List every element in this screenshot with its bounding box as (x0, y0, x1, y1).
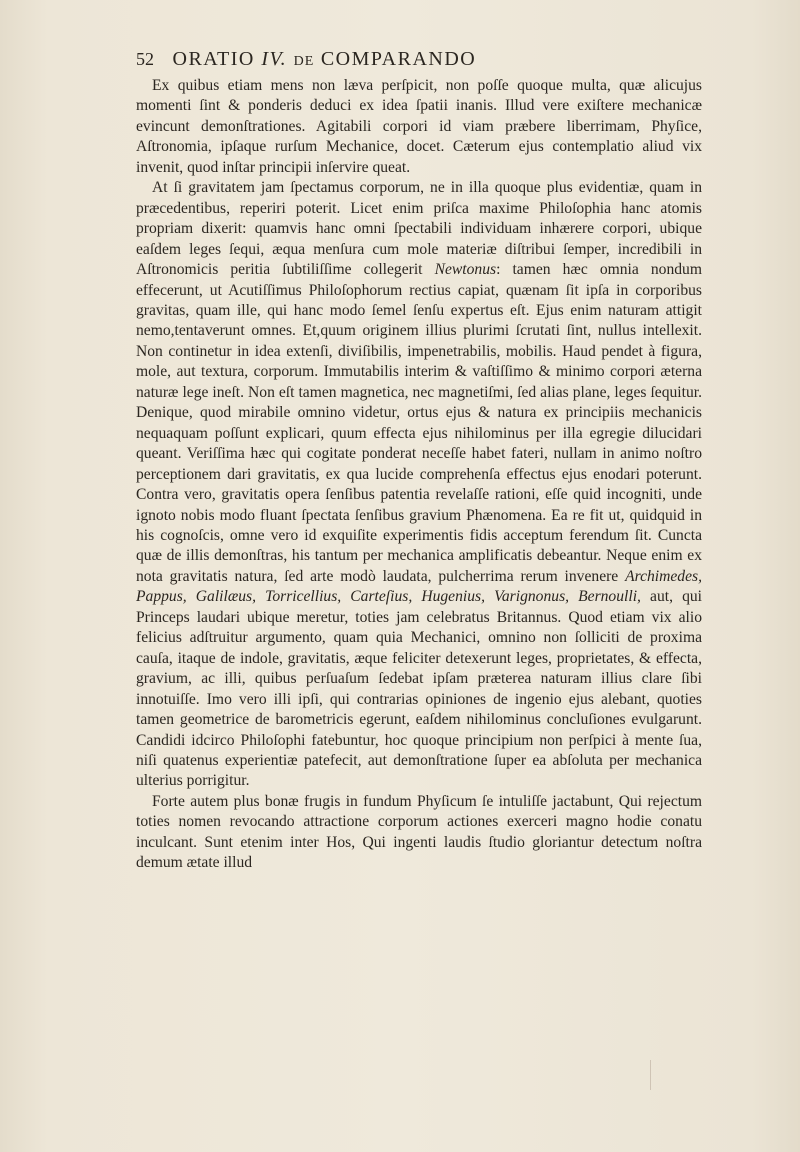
paragraph-2-part-b: : tamen hæc omnia nondum effecerunt, ut Acutiſſimus Philoſophorum rectius capiat, quænam ſit ipſa in corporibus gravitas, quam ille, qui hanc modo ſemel ſenſu expertus eſt. Ejus enim naturam attigit nemo,tentaverunt omnes. Et,quum originem illius plurimi ſcrutati ſint, nullus intellexit. Non continetur in idea extenſi, diviſibilis, impenetrabilis, mobilis. Haud pendet à figura, mole, aut textura, corporum. Immutabilis interim & vaſtiſſimo & minimo corpori æterna naturæ lege ineſt. Non eſt tamen magnetica, nec magnetiſmi, ſed alias plane, leges ſequitur. Denique, quod mirabile omnino videtur, ortus ejus & natura ex principiis mechanicis nequaquam poſſunt explicari, quum effecta ejus nihilominus per illa egregie dilucidari queant. Veriſſima hæc qui cogitate ponderat neceſſe habet fateri, nullam in animo noſtro perceptionem dari gravitatis, ex qua lucide comprehenſa effectus ejus enodari poterunt. Contra vero, gravitatis opera ſenſibus patentia revelaſſe rationi, eſſe quid incogniti, unde ignoto nobis modo fluant ſpectata ſenſibus gravium Phænomena. Ea re fit ut, quidquid in his cognoſcis, omne vero id exquiſite experimentis fidis acceptum ferendum ſit. Cuncta quæ de illis demonſtras, his tantum per mechanica amplificatis debeantur. Neque enim ex nota gravitatis natura, ſed arte modò laudata, pulcherrima rerum invenere (136, 261, 702, 585)
paper-mark (650, 1060, 665, 1090)
name-newtonus: Newtonus (434, 261, 497, 279)
paragraph-3: Forte autem plus bonæ frugis in fundum Phyſicum ſe intuliſſe jactabunt, Qui rejectum toties nomen revocando attractione corporum actiones exerceri magno hodie conatu inculcant. Sunt etenim inter Hos, Qui ingenti laudis ſtudio gloriantur detectum noſtra demum ætate illud (136, 792, 702, 872)
header-title-oratio: ORATIO (172, 48, 255, 70)
header-title-de: DE (293, 54, 315, 69)
names-list: Archimedes, Pappus, Galilæus, Torricellius, Carteſius, Hugenius, Varignonus, Bernoulli, (136, 567, 702, 606)
body-text (136, 76, 702, 874)
paragraph-2-part-c: aut, qui Princeps laudari ubique meretur, toties jam celebratus Britannus. Quod etiam vix alio felicius adſtruitur argumento, quam quia Mechanici, omnino non ſolliciti de proxima cauſa, itaque de indole, gravitatis, æque feliciter detexerunt leges, proprietates, & effecta, gravium, ac illi, quibus perſuaſum ſedebat ipſam præterea naturam illius clare ſibi innotuiſſe. Imo vero illi ipſi, qui contrarias opiniones de ingenio ejus alebant, quoties tamen geometrice de barometricis egerunt, eaſdem nihilominus concluſiones evulgarunt. Candidi idcirco Philoſophi fatebuntur, hoc quoque principium non perſpici à mente ſua, niſi quatenus experientiæ patefecit, aut demonſtratione ſuper ea abſoluta per mechanica ulterius porrigitur. (136, 588, 702, 790)
header-title-roman: IV. (261, 48, 288, 70)
page-number: 52 (136, 49, 154, 69)
paragraph-1: Ex quibus etiam mens non læva perſpicit, non poſſe quoque multa, quæ alicujus momenti ſint & ponderis deduci ex idea ſpatii inanis. Illud vere exiſtere mechanicæ evincunt demonſtrationes. Agitabili corpori id viam præbere liberrimam, Phyſice, Aſtronomia, ipſaque rurſum Mechanice, docet. Cæterum ejus contemplatio aliud vix invenit, quod inſtar principii inſervire queat. (136, 77, 702, 176)
paragraph-2-part-a: At ſi gravitatem jam ſpectamus corporum, ne in illa quoque plus evidentiæ, quam in præcedentibus, reperiri poterit. Licet enim priſca maxime Philoſophia hanc atomis propriam dixerit: quamvis hanc omni ſpectabili individuam inhærere corpori, ubique eaſdem leges ſequi, æqua menſura cum mole materiæ diſtribui ſemper, incredibili in Aſtronomicis peritia ſubtiliſſime collegerit (136, 179, 702, 279)
paragraph-2 (136, 178, 702, 792)
header-title-comparando: COMPARANDO (320, 48, 477, 70)
running-header (136, 48, 696, 76)
